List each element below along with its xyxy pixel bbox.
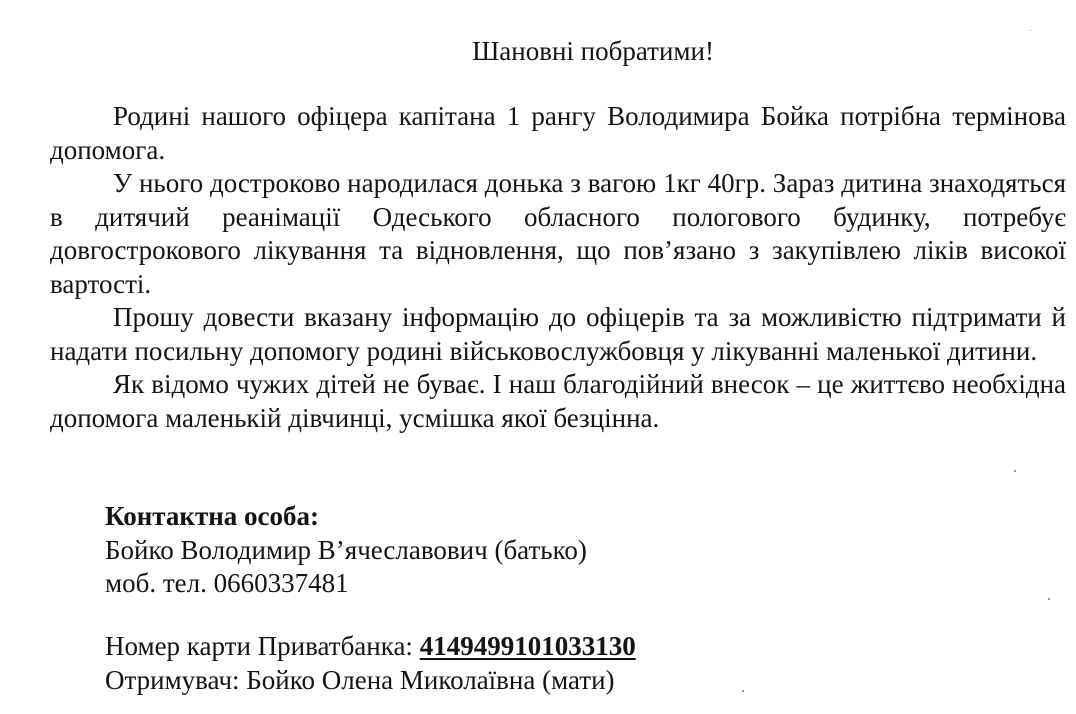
scan-speck [1014, 470, 1016, 472]
contact-phone: моб. тел. 0660337481 [105, 568, 349, 598]
letter-body [50, 100, 1066, 435]
scan-speck [742, 690, 744, 692]
bank-block [105, 630, 636, 697]
paragraph-request: Родині нашого офіцера капітана 1 рангу Володимира Бойка потрібна термінова допомога. [50, 101, 1066, 165]
letter-greeting: Шановні побратими! [472, 36, 714, 66]
paragraph-closing: Як відомо чужих дітей не буває. І наш благодійний внесок – це життєво необхідна допомога маленькій дівчинці, усмішка якої безцінна. [50, 369, 1066, 433]
recipient-line: Отримувач: Бойко Олена Миколаївна (мати) [105, 664, 615, 695]
card-label: Номер карти Приватбанка: [105, 631, 420, 661]
contact-block [105, 500, 587, 601]
paragraph-appeal: Прошу довести вказану інформацію до офіцерів та за можливістю підтримати й надати посильну допомогу родині військовослужбовця у лікуванні маленької дитини. [50, 302, 1066, 366]
contact-name: Бойко Володимир В’ячеславович (батько) [105, 534, 587, 565]
paragraph-situation: У нього достроково народилася донька з вагою 1кг 40гр. Зараз дитина знаходяться в дитячий реанімації Одеського обласного пологового будинку, потребує довгострокового лікування та відновлення, що пов’язано з закупівлею ліків високої вартості. [50, 168, 1066, 299]
card-line [105, 630, 636, 664]
scan-speck [1030, 30, 1031, 31]
card-number: 4149499101033130 [419, 631, 636, 661]
contact-heading: Контактна особа: [105, 501, 319, 531]
scan-speck [1048, 598, 1050, 600]
